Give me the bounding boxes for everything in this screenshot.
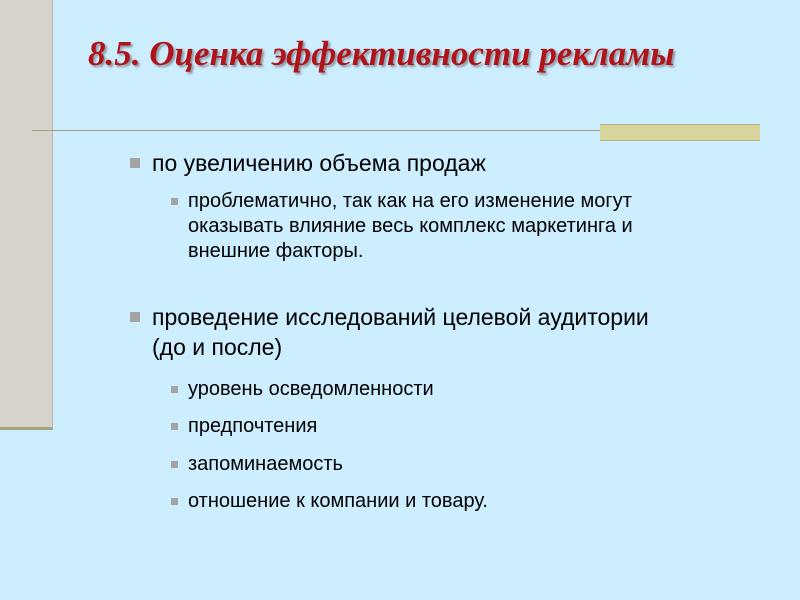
square-bullet-icon: [171, 386, 178, 393]
square-bullet-icon: [171, 198, 178, 205]
square-bullet-icon: [130, 158, 140, 168]
sub-bullet-item-2-3: запоминаемость: [188, 453, 343, 475]
square-bullet-icon: [130, 312, 140, 322]
square-bullet-icon: [171, 498, 178, 505]
slide-title: 8.5. Оценка эффективности рекламы: [88, 34, 675, 73]
bullet-item-1: по увеличению объема продаж: [152, 150, 486, 176]
sub-bullet-item-2-4: отношение к компании и товару.: [188, 490, 488, 512]
sub-bullet-item-2-1: уровень осведомленности: [188, 378, 434, 400]
square-bullet-icon: [171, 423, 178, 430]
square-bullet-icon: [171, 461, 178, 468]
sub-bullet-item-1-1: проблематично, так как на его изменение могут оказывать влияние весь комплекс маркетинга и внешние факторы.: [188, 190, 633, 262]
sub-bullet-item-2-2: предпочтения: [188, 415, 318, 437]
bullet-item-2: проведение исследований целевой аудитории (до и после): [152, 304, 649, 360]
